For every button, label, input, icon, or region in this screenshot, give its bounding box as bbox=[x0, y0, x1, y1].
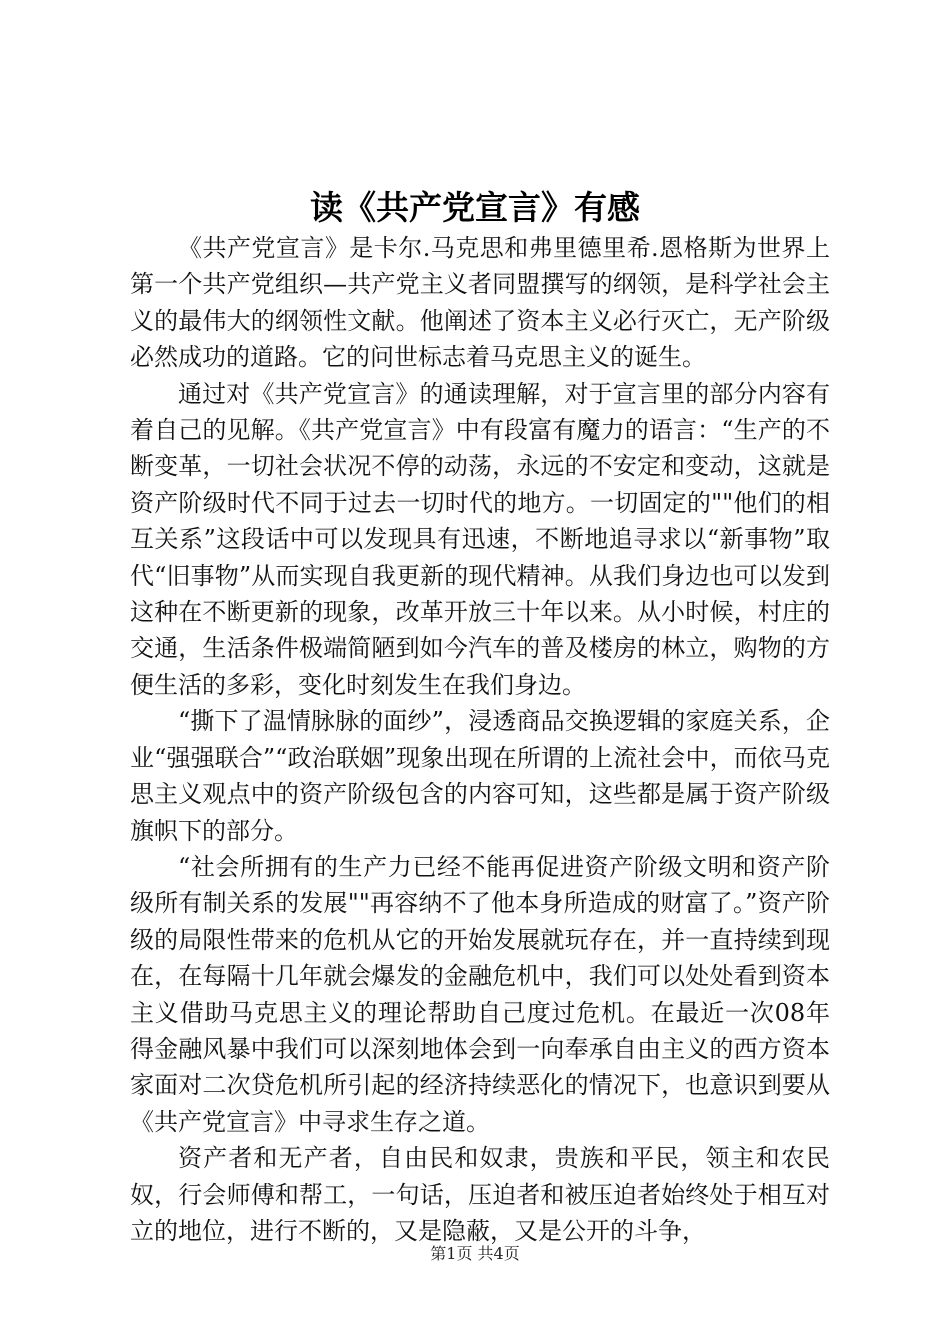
paragraph: “社会所拥有的生产力已经不能再促进资产阶级文明和资产阶级所有制关系的发展""再容纳不了他本身所造成的财富了。”资产阶级的局限性带来的危机从它的开始发展就玩存在，并一直持续到现在，在每隔十几年就会爆发的金融危机中，我们可以处处看到资本主义借助马克思主义的理论帮助自己度过危机。在最近一次08年得金融风暴中我们可以深刻地体会到一向奉承自由主义的西方资本家面对二次贷危机所引起的经济持续恶化的情况下，也意识到要从《共产党宣言》中寻求生存之道。 bbox=[130, 852, 830, 1136]
document-title: 读《共产党宣言》有感 bbox=[310, 188, 640, 227]
paragraph: 资产者和无产者，自由民和奴隶，贵族和平民，领主和农民奴，行会师傅和帮工，一句话，压迫者和被压迫者始终处于相互对立的地位，进行不断的，又是隐蔽，又是公开的斗争， bbox=[130, 1144, 830, 1245]
paragraph: 通过对《共产党宣言》的通读理解，对于宣言里的部分内容有着自己的见解。《共产党宣言》中有段富有魔力的语言：“生产的不断变革，一切社会状况不停的动荡，永远的不安定和变动，这就是资产阶级时代不同于过去一切时代的地方。一切固定的""他们的相互关系”这段话中可以发现具有迅速，不断地追寻求以“新事物”取代“旧事物”从而实现自我更新的现代精神。从我们身边也可以发到这种在不断更新的现象，改革开放三十年以来。从小时候，村庄的交通，生活条件极端简陋到如今汽车的普及楼房的林立，购物的方便生活的多彩，变化时刻发生在我们身边。 bbox=[130, 379, 830, 699]
paragraph: “撕下了温情脉脉的面纱”，浸透商品交换逻辑的家庭关系，企业“强强联合”“政治联姻”现象出现在所谓的上流社会中，而依马克思主义观点中的资产阶级包含的内容可知，这些都是属于资产阶级旗帜下的部分。 bbox=[130, 707, 830, 845]
document-body bbox=[130, 230, 830, 1249]
paragraph: 《共产党宣言》是卡尔.马克思和弗里德里希.恩格斯为世界上第一个共产党组织—共产党主义者同盟撰写的纲领，是科学社会主义的最伟大的纲领性文献。他阐述了资本主义必行灭亡，无产阶级必然成功的道路。它的问世标志着马克思主义的诞生。 bbox=[130, 234, 830, 372]
page-number-footer: 第1页 共4页 bbox=[430, 1244, 520, 1263]
